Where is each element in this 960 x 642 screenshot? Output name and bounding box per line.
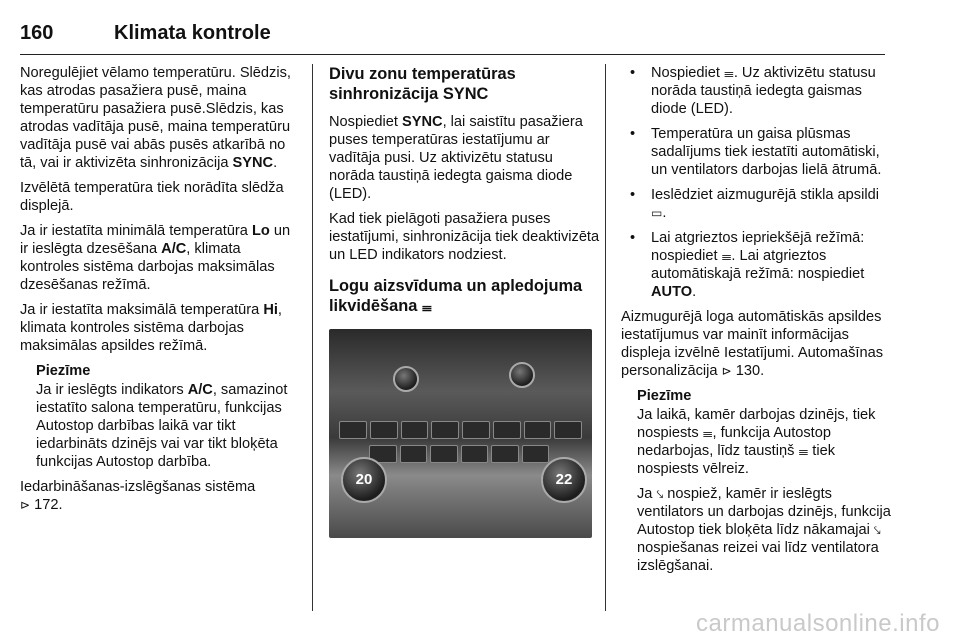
note-text: Ja ir ieslēgts indikators A/C, samazinot iestatīto salona temperatūru, funkcijas Autostop darbības laikā var tikt iedarbināts dzinējs vai var tikt bloķēta funkcijas Autostop darbība. bbox=[36, 382, 288, 470]
section-heading: Divu zonu temperatūras sinhronizācija SYNC bbox=[329, 65, 516, 103]
climate-control-panel-photo bbox=[329, 329, 592, 538]
page-reference[interactable]: 130. bbox=[735, 363, 765, 379]
button-row bbox=[369, 445, 549, 463]
note-text: Ja ⤥ nospiež, kamēr ir ieslēgts ventilators un darbojas dzinējs, funkcija Autostop tiek bloķēta līdz nākamajai ⤥ nospiešanas reizei vai līdz ventilatora izslēgšanai. bbox=[637, 486, 891, 574]
small-temp-knob-right bbox=[509, 362, 535, 388]
reference-arrow-icon: ⊳ bbox=[20, 498, 31, 512]
watermark: carmanualsonline.info bbox=[696, 610, 940, 637]
air-distribution-icon: ⤥ bbox=[873, 523, 881, 537]
reference-arrow-icon: ⊳ bbox=[721, 364, 732, 378]
note-title: Piezīme bbox=[637, 388, 692, 404]
temp-knob-left: 20 bbox=[341, 457, 387, 503]
note-text: Ja laikā, kamēr darbojas dzinējs, tiek nospiests 𝍢, funkcija Autostop nedarbojas, līdz taustiņš 𝍢 tiek nospiests vēlreiz. bbox=[637, 407, 876, 477]
column-divider bbox=[312, 64, 313, 611]
windscreen-defrost-icon: 𝍢 bbox=[798, 444, 809, 458]
note-title: Piezīme bbox=[36, 363, 91, 379]
paragraph: Izvēlētā temperatūra tiek norādīta slēdža displejā. bbox=[20, 180, 284, 214]
list-item: • Ieslēdziet aizmugurējā stikla apsildi ▭. bbox=[621, 186, 891, 222]
air-distribution-icon: ⤥ bbox=[656, 487, 664, 501]
page-header bbox=[20, 16, 885, 55]
paragraph: Noregulējiet vēlamo temperatūru. Slēdzis, kas atrodas pasažiera pusē, maina temperatūru pasažiera pusē.Slēdzis, kas atrodas vadītāja pusē, maina temperatūru vadītāja pusē vai abās pusēs atkarībā no tā, vai ir aktivizēta sinhronizācija SYNC. bbox=[20, 65, 291, 171]
list-item: • Nospiediet 𝍢. Uz aktivizētu statusu norāda taustiņā iedegta gaismas diode (LED). bbox=[621, 64, 891, 118]
windscreen-defrost-icon: 𝍢 bbox=[702, 426, 713, 440]
paragraph: Aizmugurējā loga automātiskās apsildes iestatījumus var mainīt informācijas displeja izvēlnē Iestatījumi. Automašīnas personalizācija ⊳ 130. bbox=[621, 309, 884, 379]
paragraph: Nospiediet SYNC, lai saistītu pasažiera puses temperatūras iestatījumu ar vadītāja pusi. Uz aktivizētu statusu norāda taustiņā iedegta gaisma diode (LED). bbox=[329, 114, 583, 202]
paragraph: Ja ir iestatīta maksimālā temperatūra Hi, klimata kontroles sistēma darbojas maksimālas apsildes režīmā. bbox=[20, 302, 282, 354]
page-title: Klimata kontrole bbox=[114, 22, 271, 44]
paragraph: Ja ir iestatīta minimālā temperatūra Lo un ir ieslēgta dzesēšana A/C, klimata kontroles sistēma darbojas maksimālas dzesēšanas režīmā. bbox=[20, 223, 291, 293]
note-box bbox=[36, 362, 300, 471]
page-number: 160 bbox=[20, 22, 54, 44]
temp-knob-right: 22 bbox=[541, 457, 587, 503]
small-temp-knob-left bbox=[393, 366, 419, 392]
note-box bbox=[637, 387, 891, 575]
list-item: • Temperatūra un gaisa plūsmas sadalījums tiek iestatīti automātiski, un ventilators darbojas lielā ātrumā. bbox=[621, 125, 891, 179]
bullet-list bbox=[621, 64, 891, 301]
button-row bbox=[339, 421, 582, 439]
rear-window-heat-icon: ▭ bbox=[651, 206, 663, 220]
paragraph: Kad tiek pielāgoti pasažiera puses iestatījumi, sinhronizācija tiek deaktivizēta un LED indikators nodziest. bbox=[329, 211, 600, 263]
column-3 bbox=[621, 64, 891, 582]
column-1 bbox=[20, 64, 300, 521]
list-item: • Lai atgrieztos iepriekšējā režīmā: nospiediet 𝍢. Lai atgrieztos automātiskajā režīmā: nospiediet AUTO. bbox=[621, 229, 891, 301]
column-2 bbox=[329, 64, 601, 538]
windscreen-defrost-icon: 𝍢 bbox=[724, 66, 734, 80]
paragraph: Iedarbināšanas-izslēgšanas sistēma ⊳ 172. bbox=[20, 479, 256, 513]
page-reference[interactable]: 172. bbox=[34, 497, 63, 513]
column-divider bbox=[605, 64, 606, 611]
section-heading: Logu aizsvīduma un apledojuma likvidēšana 𝍢 bbox=[329, 277, 583, 315]
windscreen-defrost-icon: 𝍢 bbox=[721, 249, 732, 263]
windscreen-defrost-icon: 𝍢 bbox=[421, 300, 432, 314]
